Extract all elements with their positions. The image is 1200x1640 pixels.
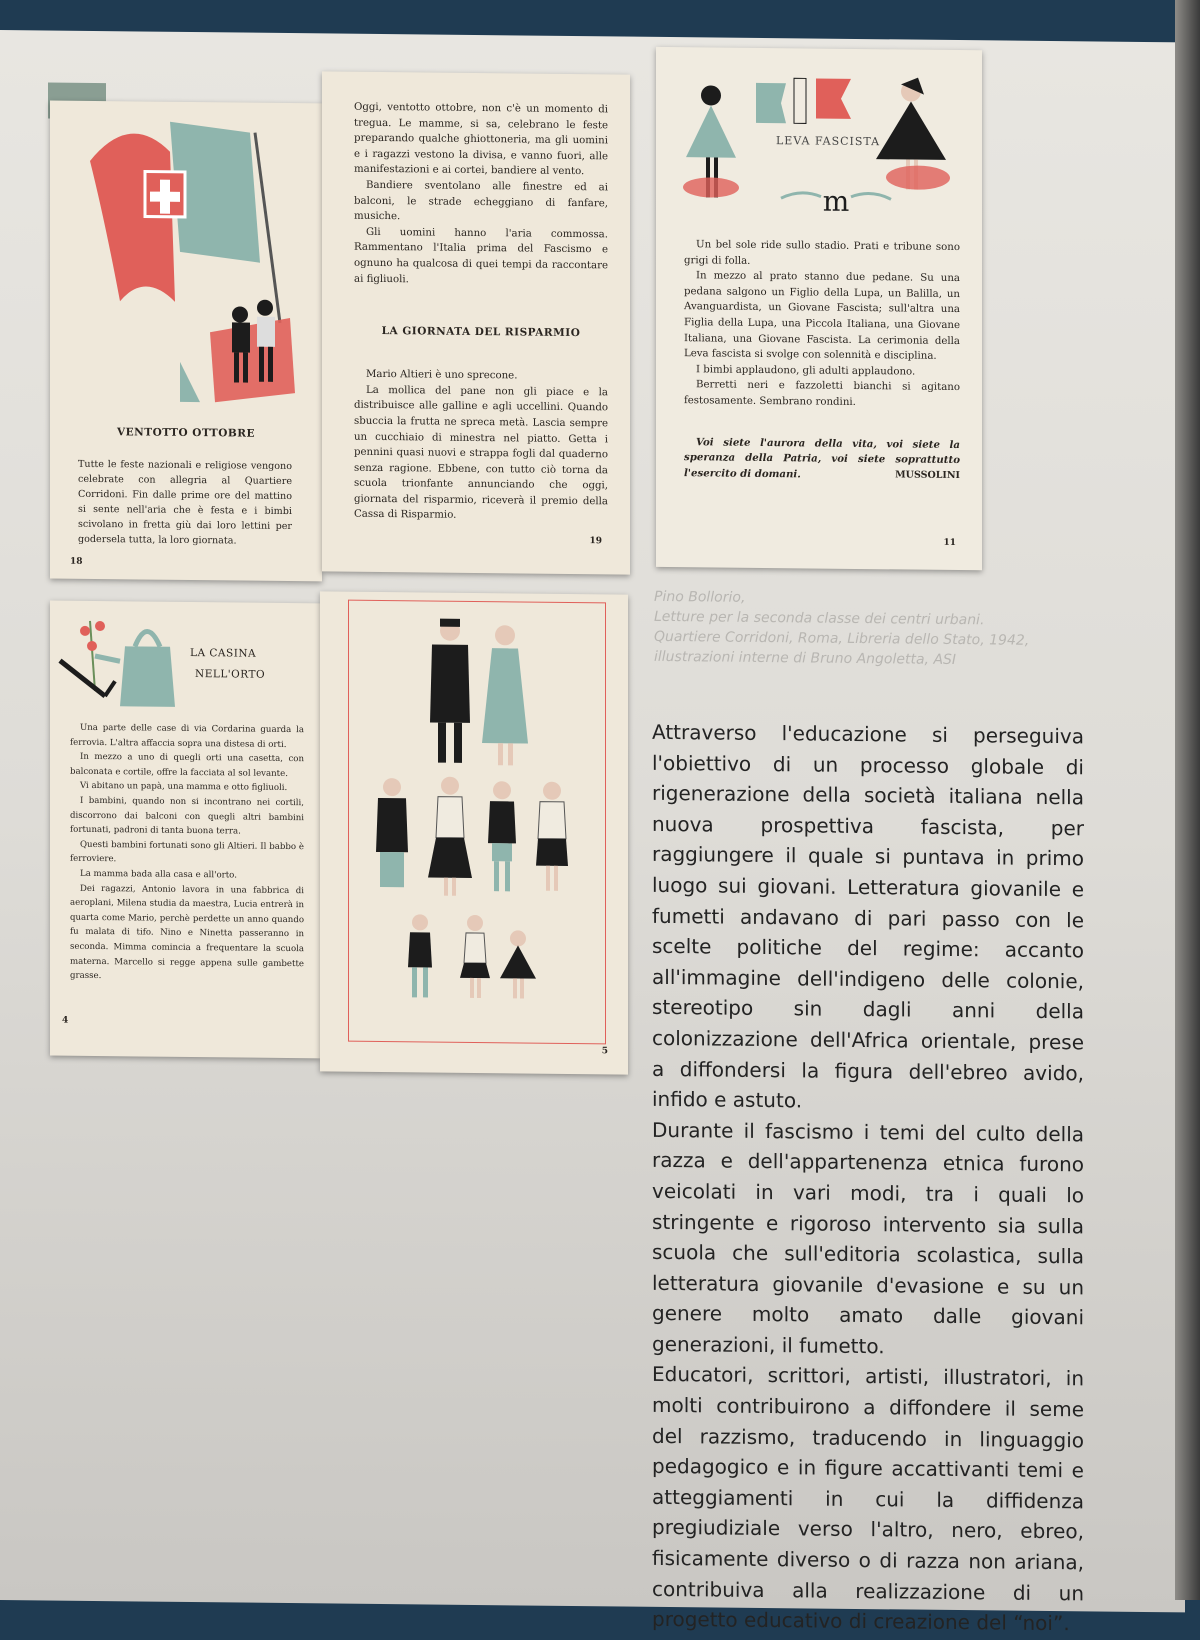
caption-line: illustrazioni interne di Bruno Angoletta, ASI — [654, 648, 957, 669]
book-page-figures — [320, 591, 628, 1074]
page-text: Berretti neri e fazzoletti bianchi si agitano festosamente. Sembrano rondini. — [684, 379, 960, 408]
page-number: 18 — [70, 556, 83, 567]
page-heading: NELL'ORTO — [195, 668, 266, 681]
page-text: Dei ragazzi, Antonio lavora in una fabbrica di aeroplani, Milena studia da maestra, Lucia entrerà in quarta come Mario, perchè perdette un anno quando fu malata di tifo. Nino e Ninetta passeranno in seconda. Mimma comincia a frequentare la scuola materna. Marcello si regge appena sulle gambette grasse. — [70, 883, 304, 982]
page-text: I bambini, quando non si incontrano nei cortili, discorrono dai balconi con quegli altri bambini fortunati, padroni di tanta buona terra. — [70, 795, 304, 837]
book-page-casina-orto — [50, 601, 320, 1059]
page-text: Mario Altieri è uno sprecone. — [366, 368, 518, 382]
caption-line: Quartiere Corridoni, Roma, Libreria dello Stato, 1942, — [654, 628, 1030, 649]
page-text: La mollica del pane non gli piace e la distribuisce alle galline e agli uccellini. Quando sbuccia la frutta ne spreca metà. Lascia sempre un cucchiaio di minestra nel piatto. Getta i pennini quasi nuovi e strappa fogli dal quaderno senza ragione. Ebbene, con tutto ciò torna da scuola trionfante annunciando che oggi, giornata del risparmio, riceverà il premio della Cassa di Risparmio. — [354, 384, 608, 522]
quote-author: MUSSOLINI — [895, 469, 960, 482]
page-text: Una parte delle case di via Cordarina guarda la ferrovia. L'altra affaccia sopra una distesa di orti. — [70, 722, 304, 750]
page-heading: VENTOTTO OTTOBRE — [117, 426, 255, 440]
panel-paragraph: Attraverso l'educazione si perseguiva l'obiettivo di un processo globale di rigenerazione della società italiana nella nuova prospettiva fascista, per raggiungere il quale si puntava in primo luogo sui giovani. Letteratura giovanile e fumetti andavano di pari passo con le scelte politiche del regime: accanto all'immagine dell'indigeno delle colonie, stereotipo sin dagli anni della colonizzazione dell'Africa orientale, prese a diffondersi la figura dell'ebreo avido, infido e astuto. — [652, 719, 1084, 1113]
page-text: La mamma bada alla casa e all'orto. — [80, 868, 237, 881]
panel-edge — [1175, 0, 1200, 1600]
family-illustration — [320, 591, 628, 1064]
page-text: Vi abitano un papà, una mamma e otto figliuoli. — [80, 781, 288, 794]
book-page-ventotto-ottobre — [50, 101, 322, 582]
page-number: 19 — [589, 536, 602, 547]
exhibition-panel — [0, 30, 1185, 1636]
panel-paragraph: Durante il fascismo i temi del culto della razza e dell'appartenenza etnica furono veicolati in vari modi, tra i quali lo stringente e rigoroso intervento sia sulla scuola che sull'editoria scolastica, sulla letteratura giovanile d'evasione e su un genere molto amato dalle giovani generazioni, il fumetto. — [652, 1117, 1084, 1359]
caption-line: Letture per la seconda classe dei centri urbani. — [654, 608, 985, 629]
page-body: Tutte le feste nazionali e religiose vengono celebrate con allegria al Quartiere Corridoni. Fin dalle prime ore del mattino si sente nell'aria che è festa e i bimbi scivolano in fretta giù dai loro lettini per godersela tutta, la loro giornata. — [78, 458, 292, 547]
page-number: 4 — [62, 1015, 69, 1026]
garden-illustration — [50, 601, 320, 714]
page-heading: LA GIORNATA DEL RISPARMIO — [381, 325, 581, 340]
page-number: 5 — [601, 1046, 608, 1057]
svg-text:m: m — [822, 184, 850, 218]
quote-text: Voi siete l'aurora della vita, voi siete la speranza della Patria, voi siete soprattutto l'esercito di domani. — [684, 435, 960, 481]
caption-line: Pino Bollorio, — [654, 588, 746, 606]
page-text: Un bel sole ride sullo stadio. Prati e tribune sono grigi di folla. — [684, 239, 960, 267]
page-text: In mezzo al prato stanno due pedane. Su una pedana salgono un Figlio della Lupa, un Balilla, un Avanguardista, un Giovane Fascista; sull'altra una Figlia della Lupa, una Piccola Italiana, una Giovane Italiana, una Giovane Fascista. La cerimonia della Leva fascista si svolge con solennità e disciplina. — [684, 270, 960, 362]
page-text: Oggi, ventotto ottobre, non c'è un momento di tregua. Le mamme, si sa, celebrano le feste preparando qualche ghiottoneria, ma gli uomini e i ragazzi vestono la divisa, e vanno fuori, alle manifestazioni e ai cortei, bandiere al vento. — [354, 101, 608, 178]
page-text: Gli uomini hanno l'aria commossa. Rammentano l'Italia prima del Fascismo e ognuno ha qualcosa di quei tempi da raccontare ai figliuoli. — [354, 226, 608, 285]
banner-text: LEVA FASCISTA — [776, 134, 881, 149]
flag-illustration — [50, 101, 322, 434]
image-caption — [654, 587, 1084, 672]
leva-illustration — [656, 47, 982, 220]
book-page-leva-fascista — [656, 47, 982, 570]
page-heading: LA CASINA — [190, 646, 257, 660]
page-text: In mezzo a uno di quegli orti una casetta, con balconata e cortile, offre la facciata al sol levante. — [70, 752, 304, 779]
panel-main-text — [652, 717, 1084, 1639]
book-page-giornata-risparmio — [322, 71, 630, 574]
page-text: Questi bambini fortunati sono gli Altieri. Il babbo è ferroviere. — [70, 839, 304, 865]
page-number: 11 — [943, 537, 956, 549]
page-text: Bandiere sventolano alle finestre ed ai balconi, le strade echeggiano di fanfare, musiche. — [354, 179, 608, 223]
panel-paragraph: Educatori, scrittori, artisti, illustratori, in molti contribuirono a diffondere il seme del razzismo, traducendo in linguaggio pedagogico e in figure accattivanti temi e atteggiamenti in cui la diffidenza pregiudiziale verso l'altro, nero, ebreo, fisicamente diverso o di razza non ariana, contribuiva alla realizzazione di un progetto educativo di creazione del “noi”. — [652, 1362, 1084, 1636]
page-text: I bimbi applaudono, gli adulti applaudono. — [696, 364, 916, 378]
